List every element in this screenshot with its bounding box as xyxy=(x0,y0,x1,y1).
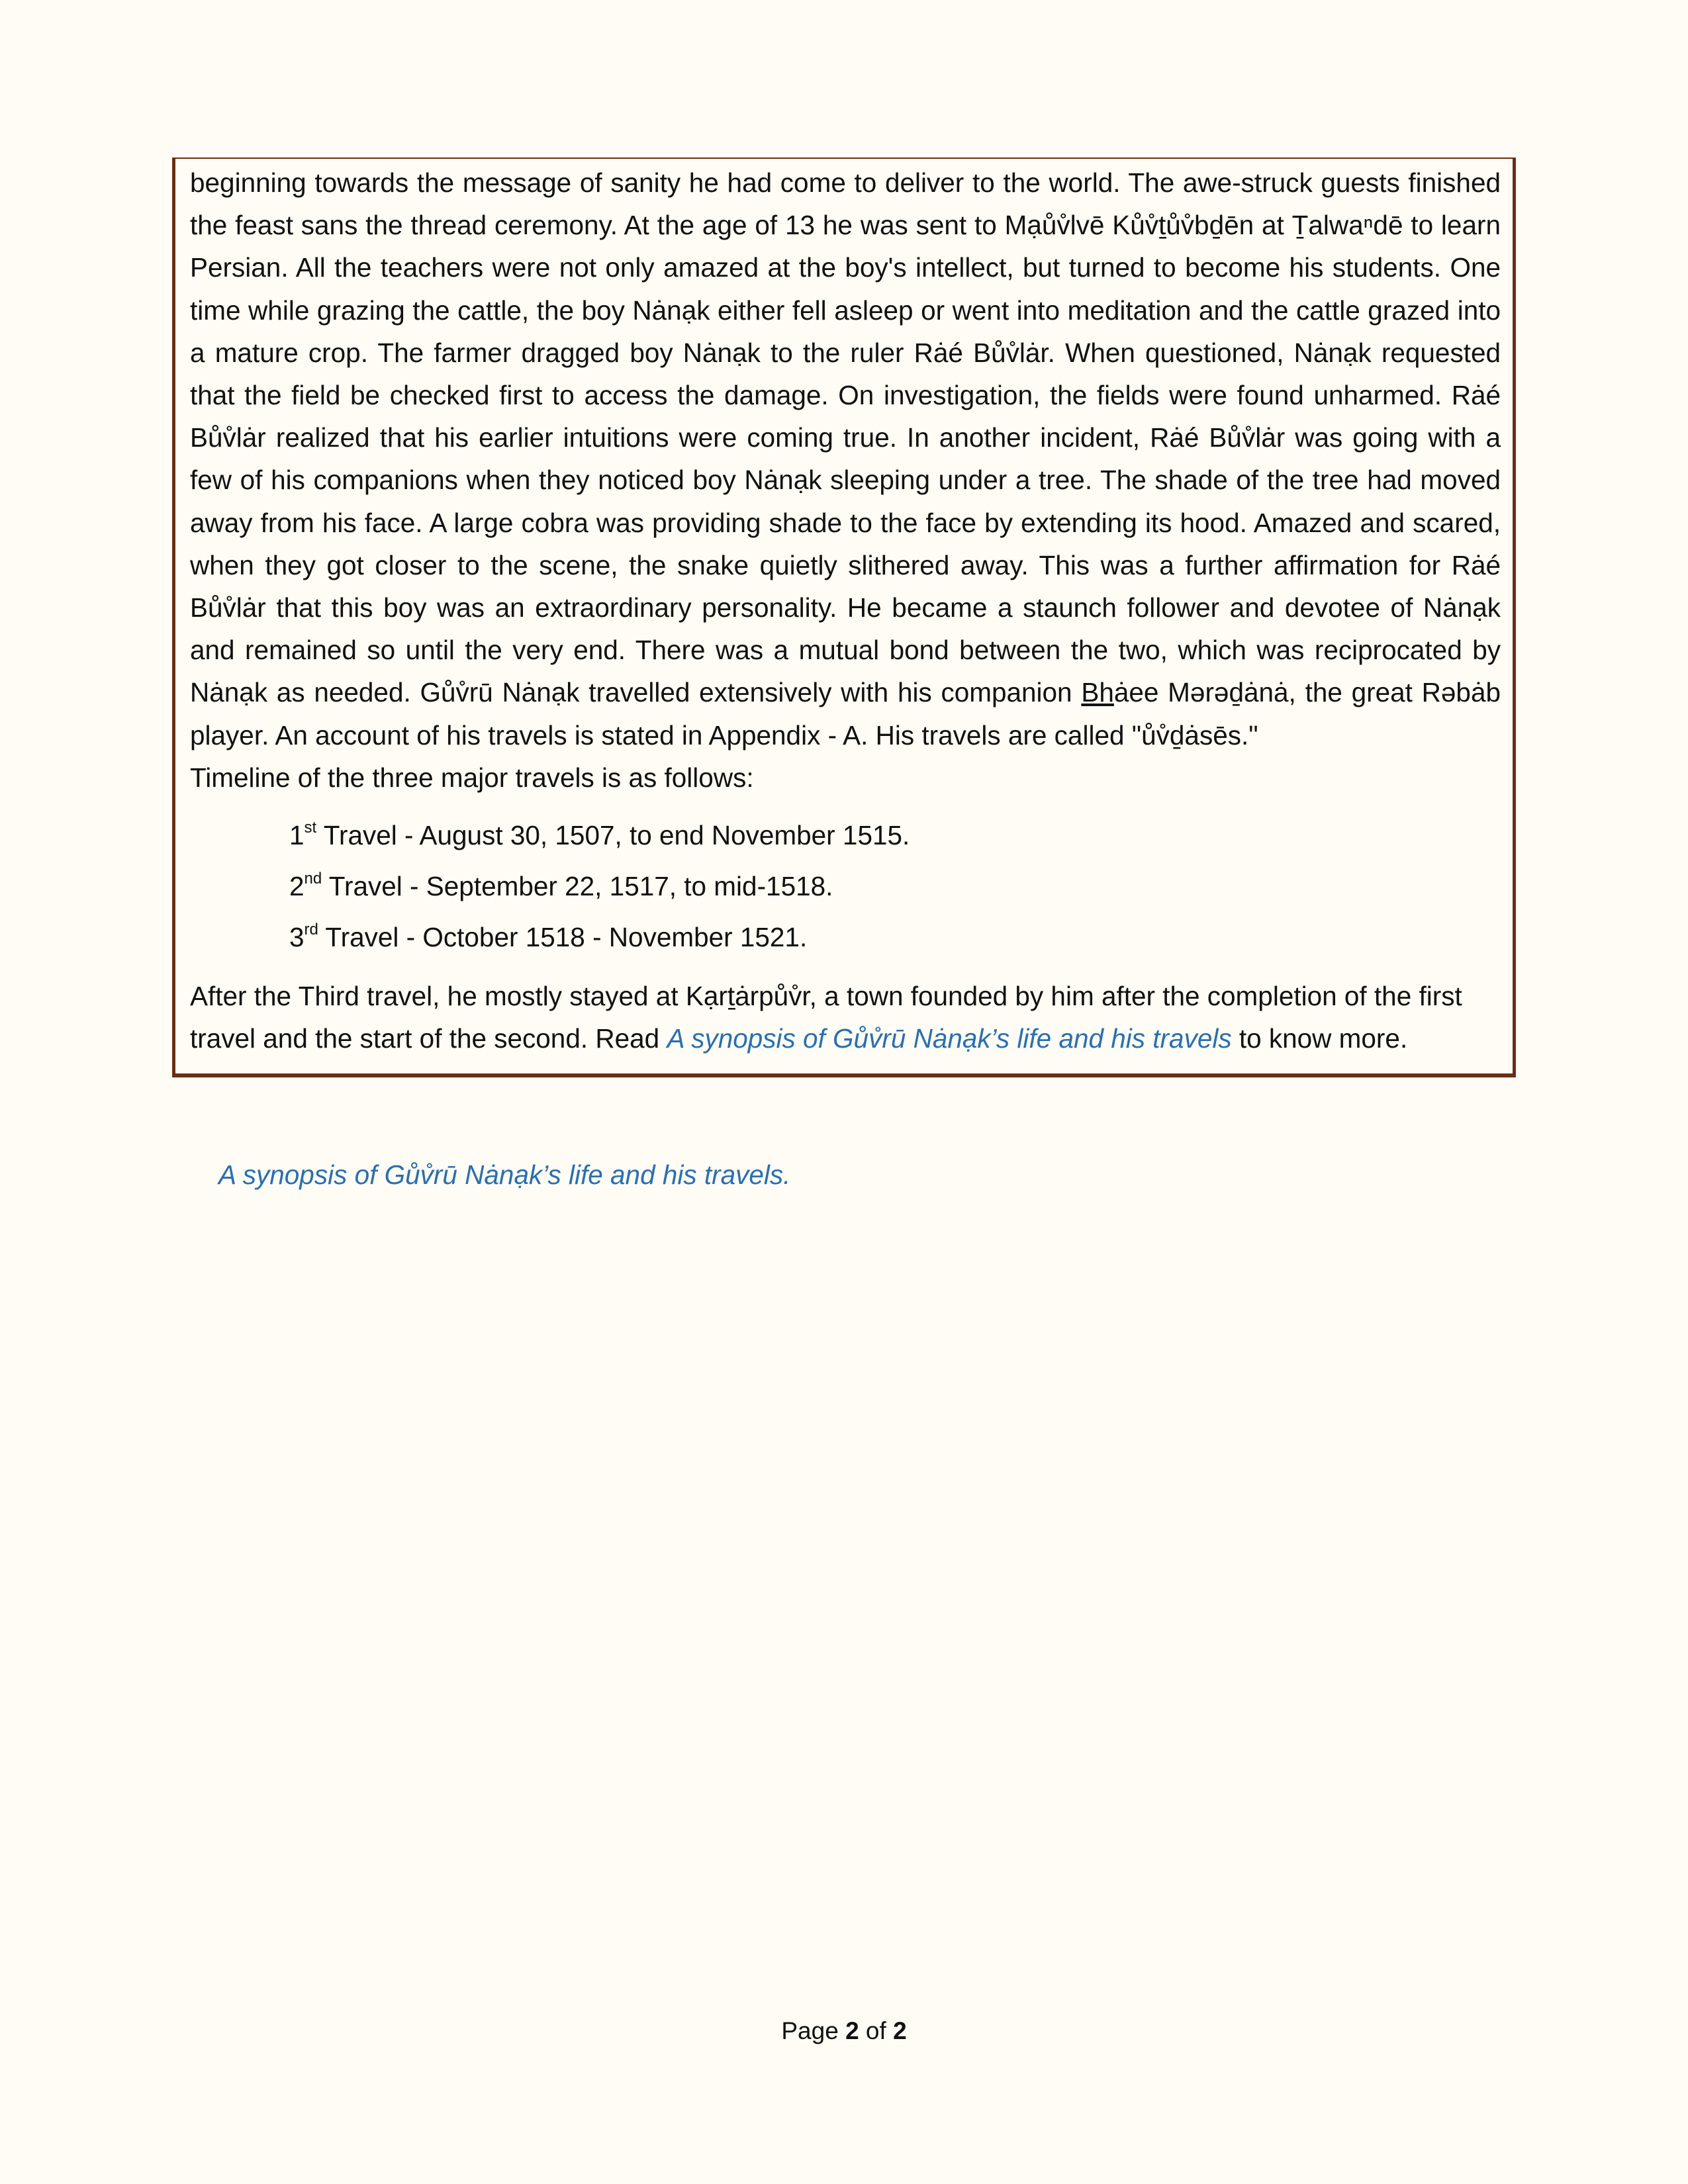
travel-ordinal: 1 xyxy=(289,820,305,850)
travel-text: Travel - October 1518 - November 1521. xyxy=(318,922,808,952)
travel-ordinal: 2 xyxy=(289,871,305,901)
body-text-last-line: Timeline of the three major travels is as follows: xyxy=(190,762,754,793)
companion-name-underlined: Bh xyxy=(1081,677,1114,708)
travel-ordinal-suffix: st xyxy=(304,819,317,837)
companion-name-rest: ȧee Mərəḏȧnȧ, xyxy=(1113,677,1296,708)
closing-paragraph xyxy=(190,975,1501,1060)
body-paragraph xyxy=(190,161,1501,799)
closing-text-end: to know more. xyxy=(1231,1023,1408,1054)
travel-item xyxy=(289,916,910,967)
of-word: of xyxy=(865,2017,886,2044)
body-text: beginning towards the message of sanity he had come to deliver to the world. The awe-struck guests finished the feast sans the thread ceremony. At the age of 13 he was sent to Mạův̊lvē Kův̊ṯův̊bḏēn at Ṯalwaⁿdē to learn Persian. All the teachers were not only amazed at the boy's intellect, but turned to become his students. One time while grazing the cattle, the boy Nȧnạk either fell asleep or went into meditation and the cattle grazed into a mature crop. The farmer dragged boy Nȧnạk to the ruler Rȧé Bův̊lȧr. When questioned, Nȧnạk requested that the field be checked first to access the damage. On investigation, the fields were found unharmed. Rȧé Bův̊lȧr realized that his earlier intuitions were coming true. In another incident, Rȧé Bův̊lȧr was going with a few of his companions when they noticed boy Nȧnạk sleeping under a tree. The shade of the tree had moved away from his face. A large cobra was providing shade to the face by extending its hood. Amazed and scared, when they got closer to the scene, the snake quietly slithered away. This was a further affirmation for Rȧé Bův̊lȧr that this boy was an extraordinary personality. He became a staunch follower and devotee of Nȧnạk and remained so until the very end. There was a mutual bond between the two, which was reciprocated by Nȧnạk as needed. Gův̊rū Nȧnạk travelled extensively with his companion xyxy=(190,167,1501,708)
synopsis-inline-link[interactable]: A synopsis of Gův̊rū Nȧnạk’s life and his travels xyxy=(667,1023,1232,1054)
travel-ordinal-suffix: nd xyxy=(304,870,322,887)
page-number-footer xyxy=(0,2017,1688,2045)
travel-text: Travel - September 22, 1517, to mid-1518. xyxy=(322,871,833,901)
travel-text: Travel - August 30, 1507, to end November 1515. xyxy=(316,820,910,850)
synopsis-link[interactable]: A synopsis of Gův̊rū Nȧnạk’s life and his travels. xyxy=(218,1160,791,1190)
page-word: Page xyxy=(781,2017,839,2044)
body-text-tail: the great Rəbȧb player. An account of his travels is stated in Appendix - A. His travels are called "ův̊ḏȧsēs." xyxy=(190,677,1501,751)
travel-item xyxy=(289,814,910,865)
current-page-number: 2 xyxy=(845,2017,859,2044)
travel-timeline-list xyxy=(289,814,910,967)
closing-text: After the Third travel, he mostly stayed at Kạrṯȧrpův̊r, a town founded by him after the completion of the first travel and the start of the second. Read xyxy=(190,981,1462,1054)
travel-item xyxy=(289,865,910,916)
total-pages-number: 2 xyxy=(893,2017,907,2044)
travel-ordinal: 3 xyxy=(289,922,305,952)
travel-ordinal-suffix: rd xyxy=(304,921,318,938)
